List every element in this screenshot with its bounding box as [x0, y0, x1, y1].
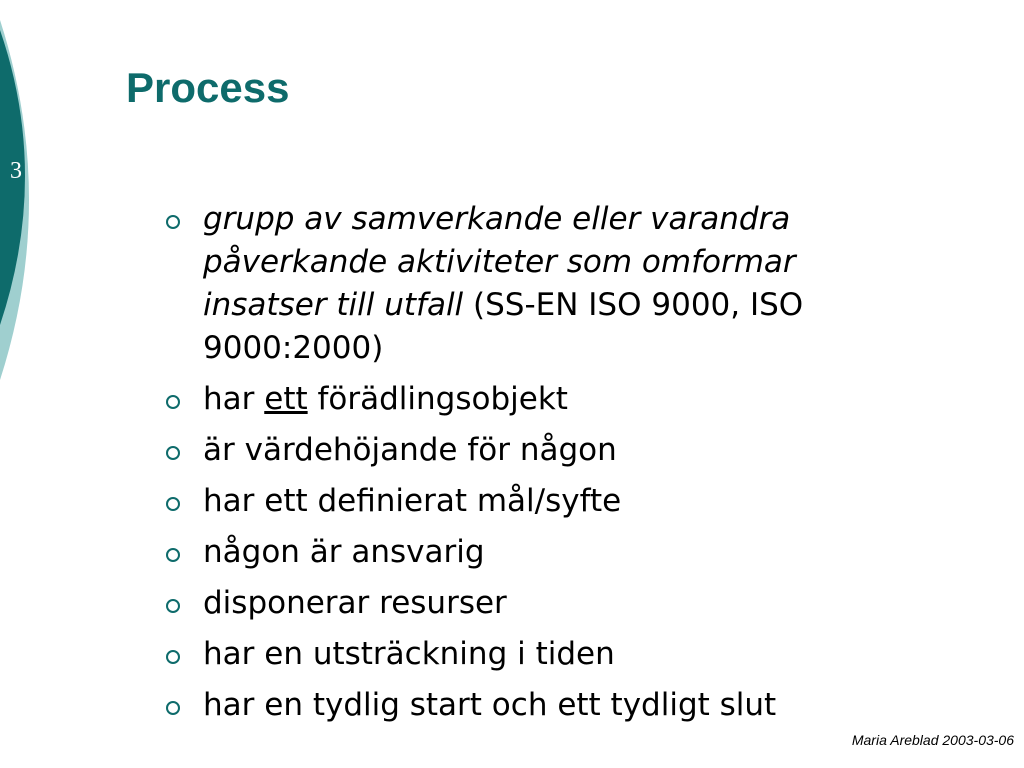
bullet-item-definition: [166, 198, 926, 370]
bullet-item-resources: [166, 582, 926, 625]
slide-footer: Maria Areblad 2003-03-06: [851, 732, 1014, 748]
hollow-circle-bullet-icon: [166, 446, 180, 460]
bullet-item-object: [166, 378, 926, 421]
bullet-start-end-text: har en tydlig start och ett tydligt slut: [203, 687, 777, 723]
hollow-circle-bullet-icon: [166, 548, 180, 562]
bullet-object-after: förädlingsobjekt: [307, 381, 568, 417]
bullet-value-text: är värdehöjande för någon: [203, 432, 617, 468]
hollow-circle-bullet-icon: [166, 497, 180, 511]
bullet-item-start-end: [166, 684, 926, 727]
bullet-item-time: [166, 633, 926, 676]
bullet-responsible-text: någon är ansvarig: [203, 534, 485, 570]
bullet-object-underlined: ett: [264, 381, 308, 417]
bullet-object-before: har: [203, 381, 265, 417]
slide-number: 3: [10, 158, 22, 184]
bullet-definition-reference: (SS-EN ISO 9000, ISO 9000:2000): [203, 287, 804, 366]
slide-title: Process: [126, 64, 290, 111]
slide-decoration: [0, 0, 60, 400]
hollow-circle-bullet-icon: [166, 215, 180, 229]
bullet-time-text: har en utsträckning i tiden: [203, 636, 615, 672]
bullet-item-responsible: [166, 531, 926, 574]
bullet-goal-text: har ett definierat mål/syfte: [203, 483, 622, 519]
hollow-circle-bullet-icon: [166, 650, 180, 664]
bullet-item-goal: [166, 480, 926, 523]
hollow-circle-bullet-icon: [166, 599, 180, 613]
bullet-item-value: [166, 429, 926, 472]
hollow-circle-bullet-icon: [166, 701, 180, 715]
bullet-resources-text: disponerar resurser: [203, 585, 507, 621]
bullet-list: [166, 198, 926, 735]
bullet-definition-italic: grupp av samverkande eller varandra påverkande aktiviteter som omformar insatser till utfall: [203, 201, 796, 323]
hollow-circle-bullet-icon: [166, 395, 180, 409]
